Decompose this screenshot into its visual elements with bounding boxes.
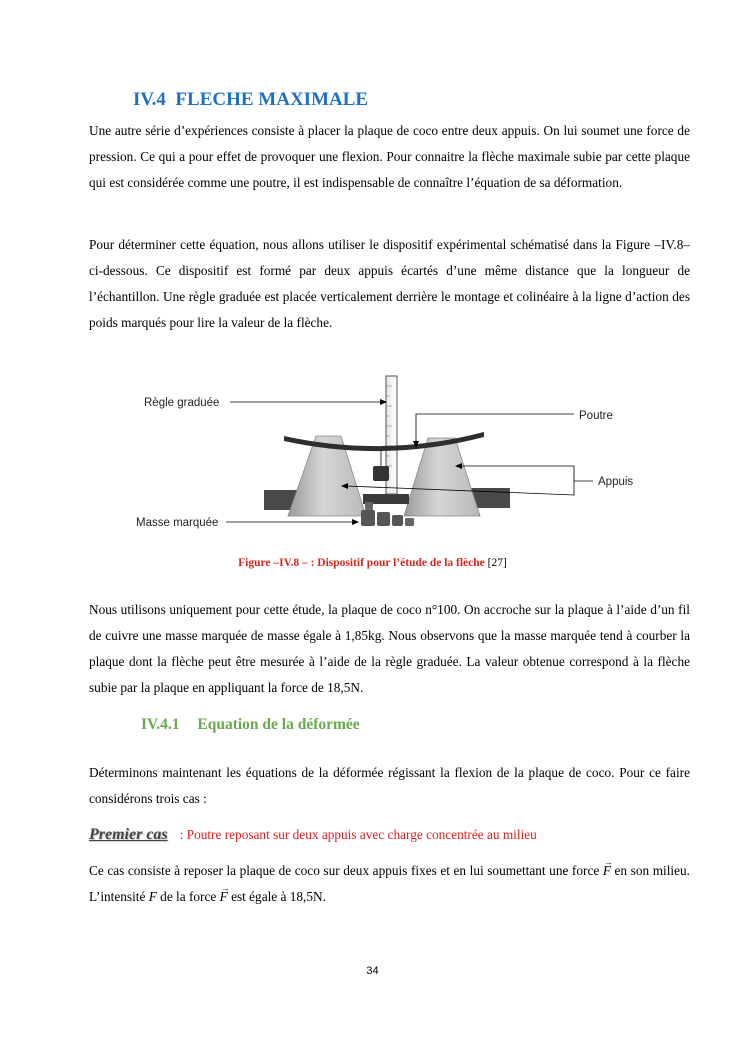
marked-mass-4: [365, 502, 373, 510]
case-text-part1: Ce cas consiste à reposer la plaque de coco sur deux appuis fixes et en lui soumettant une force: [89, 863, 600, 878]
page-number: 34: [366, 965, 379, 977]
section-number: IV.4: [133, 89, 166, 110]
paragraph-intro: Une autre série d’expériences consiste à placer la plaque de coco entre deux appuis. On lui soumet une force de pression. Ce qui a pour effet de provoquer une flexion. Pour connaitre la flèche maximale subie par cette plaque qui est considérée comme une poutre, il est indispensable de connaître l’équation de sa déformation.: [89, 123, 690, 190]
force-vector-symbol-2: → F: [220, 884, 228, 910]
label-beam: Poutre: [579, 410, 613, 422]
marked-mass-1: [361, 510, 375, 526]
figure-caption: [0, 557, 745, 569]
case-text-part2: en son milieu. L’intensité: [89, 863, 690, 904]
paragraph-case-detail: [89, 858, 690, 910]
leader-supports-upper: [460, 466, 574, 481]
figure-caption-title: Figure –IV.8 – : Dispositif pour l’étude de la flèche: [238, 557, 485, 569]
paragraph-procedure: Nous utilisons uniquement pour cette étude, la plaque de coco n°100. On accroche sur la plaque à l’aide d’un fil de cuivre une masse marquée de masse égale à 1,85kg. Nous observons que la masse marquée tend à courber la plaque dont la flèche peut être mesurée à l’aide de la règle graduée. La valeur obtenue correspond à la flèche subie par la plaque en appliquant la force de 18,5N.: [89, 602, 690, 695]
label-supports: Appuis: [598, 476, 634, 488]
force-scalar-symbol: F: [148, 889, 157, 904]
figure-caption-ref: [27]: [487, 557, 507, 569]
subsection-number: IV.4.1: [141, 716, 180, 733]
case-text-part4: est égale à 18,5N.: [231, 889, 326, 904]
subsection-heading: [141, 716, 360, 734]
arrowhead-mass: [352, 519, 359, 525]
marked-mass-3: [392, 515, 403, 526]
subsection-title: Equation de la déformée: [197, 716, 360, 733]
force-vector-symbol: → F: [603, 858, 611, 884]
section-title: FLECHE MAXIMALE: [175, 89, 369, 110]
marked-mass-2: [377, 512, 390, 526]
section-heading: [133, 89, 368, 111]
paragraph-equations: Déterminons maintenant les équations de la déformée régissant la flexion de la plaque de coco. Pour ce faire considérons trois cas :: [89, 765, 690, 806]
paragraph-setup: Pour déterminer cette équation, nous allons utiliser le dispositif expérimental schématisé dans la Figure –IV.8– ci-dessous. Ce dispositif est formé par deux appuis écartés d’une même distance que la longueur de l’échantillon. Une règle graduée est placée verticalement derrière le montage et colinéaire à la ligne d’action des poids marqués pour lire la valeur de la flèche.: [89, 237, 690, 330]
marked-mass-5: [405, 518, 414, 526]
label-ruler: Règle graduée: [144, 397, 220, 409]
experimental-setup-figure: [128, 370, 648, 538]
right-support: [404, 438, 480, 516]
case-title: Premier cas: [89, 826, 168, 843]
hanging-mass: [373, 466, 389, 481]
label-mass: Masse marquée: [136, 517, 219, 529]
case-heading: [89, 826, 537, 844]
case-text-part3: de la force: [160, 889, 217, 904]
case-description: : Poutre reposant sur deux appuis avec charge concentrée au milieu: [179, 827, 537, 842]
setup-diagram: [128, 370, 648, 538]
